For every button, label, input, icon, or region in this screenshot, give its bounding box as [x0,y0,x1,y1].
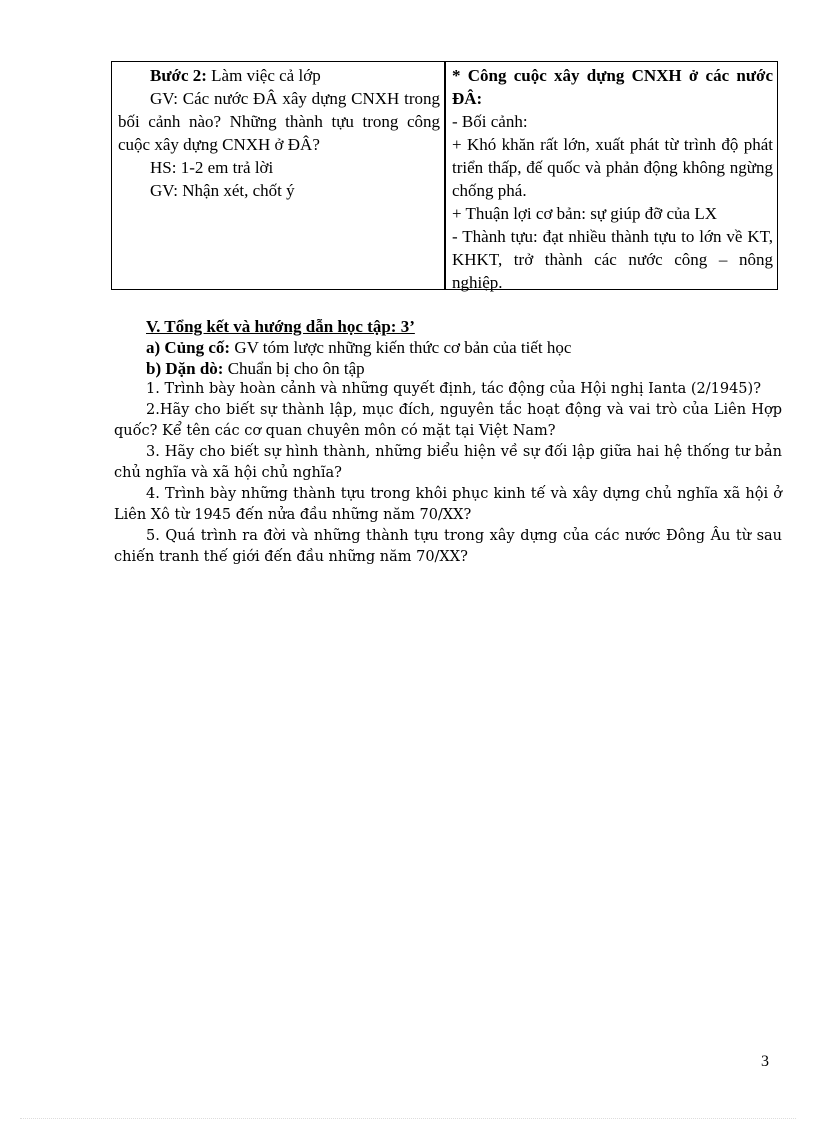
content-cell [446,62,777,292]
question-2: 2.Hãy cho biết sự thành lập, mục đích, nguyên tắc hoạt động và vai trò của Liên Hợp quốc? Kể tên các cơ quan chuyên môn có mặt tại Việt Nam? [114,402,782,439]
summary-section [114,316,782,568]
homework-line [114,358,782,379]
consolidate-text: GV tóm lược những kiến thức cơ bản của tiết học [230,338,572,357]
step-line [118,64,440,87]
question-4: 4. Trình bày những thành tựu trong khôi phục kinh tế và xây dựng chủ nghĩa xã hội ở Liên Xô từ 1945 đến nửa đầu những năm 70/XX? [114,486,782,523]
homework-text: Chuẩn bị cho ôn tập [223,359,365,378]
teacher-activity-cell [112,62,446,289]
hs-line: HS: 1-2 em trả lời [150,158,274,177]
homework-label: b) Dặn dò: [146,359,224,378]
context-label: - Bối cảnh: [452,112,528,131]
footer-divider [20,1118,796,1119]
gv-question: GV: Các nước ĐÂ xây dựng CNXH trong bối cảnh nào? Những thành tựu trong công cuộc xây dựng CNXH ở ĐÂ? [118,89,440,154]
question-1: 1. Trình bày hoàn cảnh và những quyết định, tác động của Hội nghị Ianta (2/1945)? [146,381,761,397]
question-3: 3. Hãy cho biết sự hình thành, những biểu hiện về sự đối lập giữa hai hệ thống tư bản chủ nghĩa và xã hội chủ nghĩa? [114,444,782,481]
step-text: Làm việc cả lớp [206,66,321,85]
gv-line: GV: Nhận xét, chốt ý [150,181,295,200]
question-5: 5. Quá trình ra đời và những thành tựu trong xây dựng của các nước Đông Âu từ sau chiến tranh thế giới đến đầu những năm 70/XX? [114,528,782,565]
consolidate-line [114,337,782,358]
advantage-text: + Thuận lợi cơ bản: sự giúp đỡ của LX [452,204,717,223]
consolidate-label: a) Củng cố: [146,338,231,357]
lesson-table [111,61,778,290]
summary-title: V. Tổng kết và hướng dẫn học tập: 3’ [146,317,415,336]
difficulty-text: + Khó khăn rất lớn, xuất phát từ trình độ phát triển thấp, đế quốc và phản động không ngừng chống phá. [452,135,773,200]
achievements-text: - Thành tựu: đạt nhiều thành tựu to lớn về KT, KHKT, trở thành các nước công – nông nghiệp. [452,227,773,292]
step-label: Bước 2: [150,66,207,85]
page-number: 3 [761,1053,769,1070]
content-heading: * Công cuộc xây dựng CNXH ở các nước ĐÂ: [452,66,773,108]
